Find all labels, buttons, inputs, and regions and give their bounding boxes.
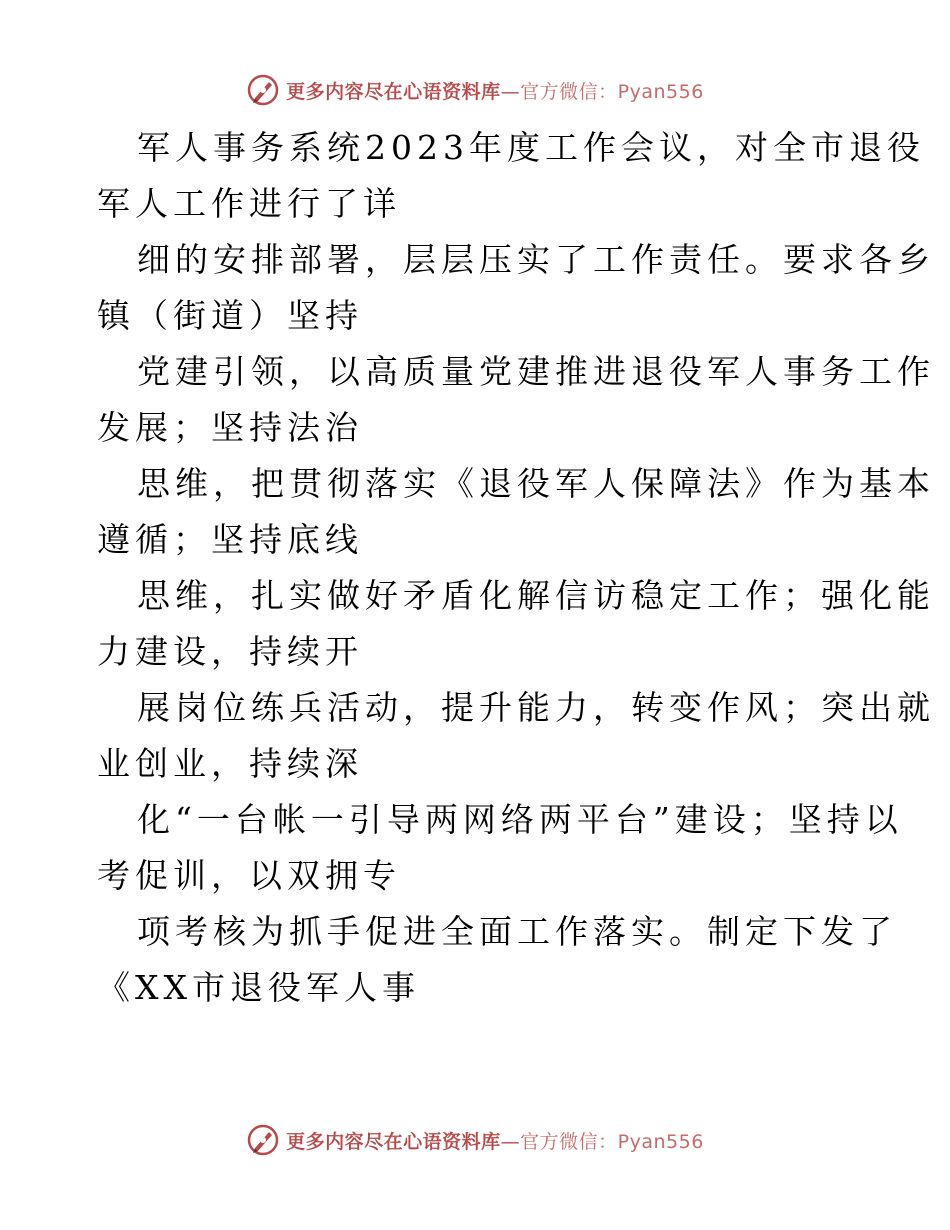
text-line: 细的安排部署，层层压实了工作责任。要求各乡 <box>137 240 935 279</box>
watermark-separator: — <box>500 80 521 103</box>
text-line: 党建引领，以高质量党建推进退役军人事务工作 <box>137 352 935 391</box>
text-line: 《XX市退役军人事 <box>97 968 420 1007</box>
text-line: 思维，把贯彻落实《退役军人保障法》作为基本 <box>137 464 935 503</box>
watermark-separator: — <box>500 1130 521 1153</box>
text-line: 业创业，持续深 <box>97 744 363 783</box>
watermark-wechat: 官方微信：Pyan556 <box>520 80 704 103</box>
watermark-footer <box>0 1120 950 1160</box>
document-body <box>97 120 935 1016</box>
watermark-text <box>286 1127 704 1154</box>
watermark-text <box>286 77 704 104</box>
pen-logo-icon <box>246 73 280 107</box>
text-line: 遵循；坚持底线 <box>97 520 363 559</box>
watermark-brand: 更多内容尽在心语资料库 <box>286 80 501 103</box>
watermark-wechat: 官方微信：Pyan556 <box>520 1130 704 1153</box>
text-line: 镇（街道）坚持 <box>97 296 363 335</box>
text-line: 项考核为抓手促进全面工作落实。制定下发了 <box>137 912 897 951</box>
text-line: 考促训，以双拥专 <box>97 856 401 895</box>
text-line: 军人事务系统2023年度工作会议，对全市退役 <box>137 128 925 167</box>
watermark-brand: 更多内容尽在心语资料库 <box>286 1130 501 1153</box>
text-line: 军人工作进行了详 <box>97 184 401 223</box>
text-line: 思维，扎实做好矛盾化解信访稳定工作；强化能 <box>137 576 935 615</box>
text-line: 展岗位练兵活动，提升能力，转变作风；突出就 <box>137 688 935 727</box>
text-line: 力建设，持续开 <box>97 632 363 671</box>
text-line: 化“一台帐一引导两网络两平台”建设；坚持以 <box>137 800 903 839</box>
watermark-header <box>0 70 950 110</box>
pen-logo-icon <box>246 1123 280 1157</box>
text-line: 发展；坚持法治 <box>97 408 363 447</box>
